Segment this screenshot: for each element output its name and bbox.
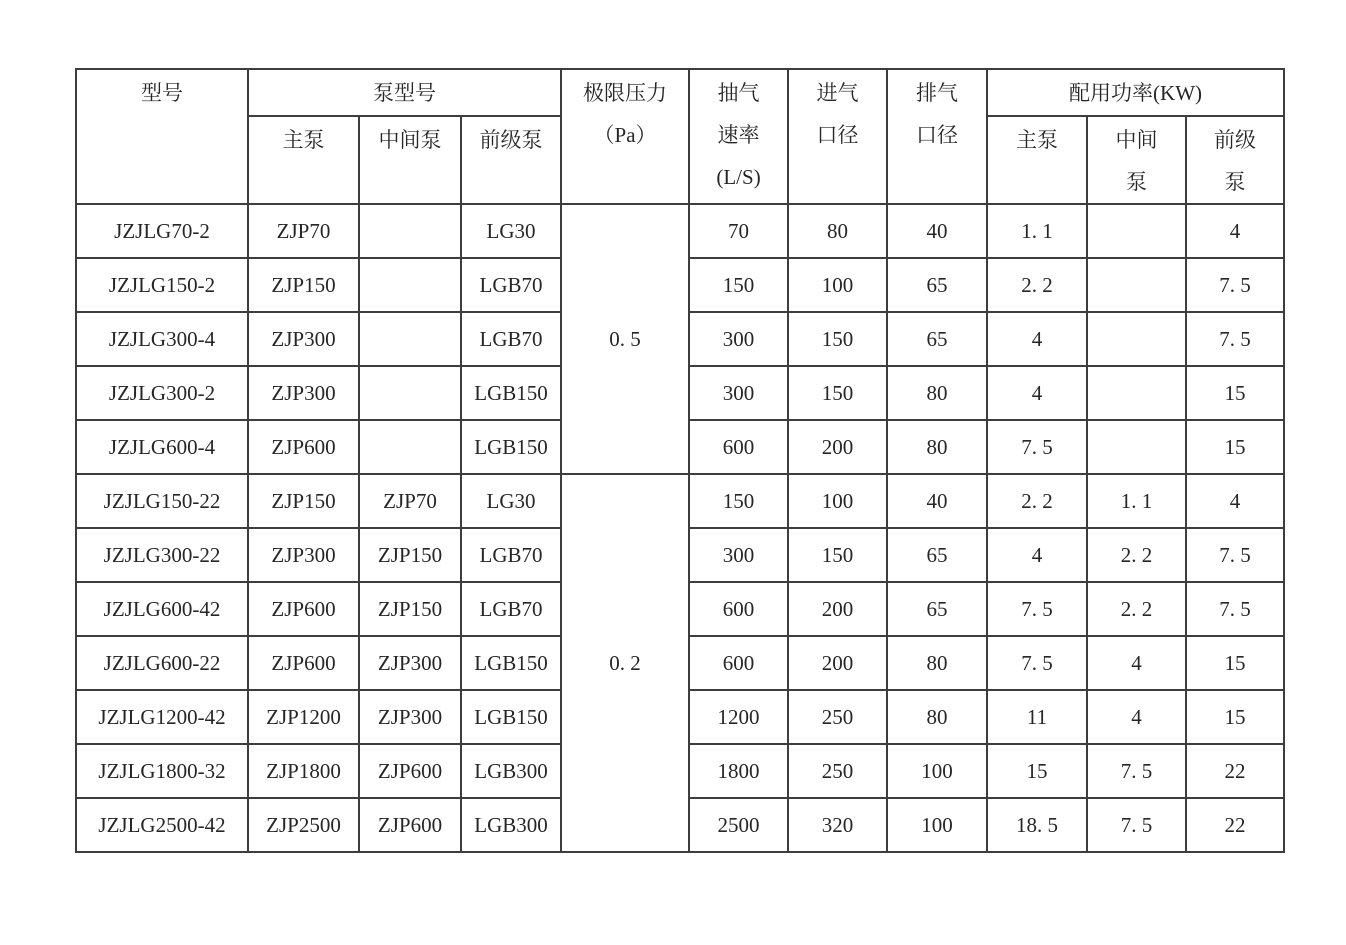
header-limit-pressure bbox=[561, 69, 689, 204]
cell-middle-pump: ZJP600 bbox=[359, 798, 461, 852]
header-outlet-line1: 排气 bbox=[916, 81, 959, 105]
cell-power-middle: 7. 5 bbox=[1087, 744, 1186, 798]
header-pump-speed-line3: (L/S) bbox=[716, 165, 761, 189]
cell-outlet: 80 bbox=[887, 366, 987, 420]
cell-outlet: 65 bbox=[887, 258, 987, 312]
cell-model: JZJLG2500-42 bbox=[76, 798, 248, 852]
cell-power-main: 4 bbox=[987, 366, 1087, 420]
cell-power-main: 15 bbox=[987, 744, 1087, 798]
cell-model: JZJLG600-22 bbox=[76, 636, 248, 690]
cell-power-main: 4 bbox=[987, 528, 1087, 582]
cell-outlet: 80 bbox=[887, 420, 987, 474]
header-outlet-line2: 口径 bbox=[916, 123, 959, 147]
cell-main-pump: ZJP1200 bbox=[248, 690, 359, 744]
cell-power-fore: 7. 5 bbox=[1186, 312, 1284, 366]
cell-main-pump: ZJP600 bbox=[248, 636, 359, 690]
cell-power-main: 2. 2 bbox=[987, 474, 1087, 528]
cell-speed: 150 bbox=[689, 258, 788, 312]
cell-model: JZJLG600-4 bbox=[76, 420, 248, 474]
cell-middle-pump: ZJP300 bbox=[359, 690, 461, 744]
cell-middle-pump bbox=[359, 366, 461, 420]
cell-power-main: 7. 5 bbox=[987, 636, 1087, 690]
cell-model: JZJLG150-2 bbox=[76, 258, 248, 312]
cell-main-pump: ZJP300 bbox=[248, 366, 359, 420]
cell-inlet: 200 bbox=[788, 636, 887, 690]
cell-outlet: 65 bbox=[887, 528, 987, 582]
header-power-fore bbox=[1186, 116, 1284, 204]
cell-outlet: 65 bbox=[887, 582, 987, 636]
header-limit-pressure-line1: 极限压力 bbox=[583, 81, 668, 105]
cell-inlet: 250 bbox=[788, 690, 887, 744]
header-pump-speed-line2: 速率 bbox=[717, 123, 760, 147]
header-pump-speed bbox=[689, 69, 788, 204]
cell-power-fore: 7. 5 bbox=[1186, 582, 1284, 636]
cell-power-main: 18. 5 bbox=[987, 798, 1087, 852]
cell-inlet: 100 bbox=[788, 474, 887, 528]
cell-middle-pump bbox=[359, 204, 461, 258]
cell-power-middle bbox=[1087, 366, 1186, 420]
cell-outlet: 80 bbox=[887, 636, 987, 690]
cell-fore-pump: LGB150 bbox=[461, 636, 561, 690]
header-model: 型号 bbox=[76, 69, 248, 204]
cell-power-fore: 15 bbox=[1186, 690, 1284, 744]
cell-model: JZJLG1800-32 bbox=[76, 744, 248, 798]
header-power-middle-line1: 中间 bbox=[1115, 128, 1158, 152]
cell-power-main: 11 bbox=[987, 690, 1087, 744]
cell-model: JZJLG300-22 bbox=[76, 528, 248, 582]
cell-model: JZJLG300-4 bbox=[76, 312, 248, 366]
cell-power-middle bbox=[1087, 258, 1186, 312]
cell-power-fore: 15 bbox=[1186, 636, 1284, 690]
cell-fore-pump: LG30 bbox=[461, 474, 561, 528]
cell-outlet: 100 bbox=[887, 798, 987, 852]
cell-fore-pump: LGB70 bbox=[461, 258, 561, 312]
table-header-row-1 bbox=[76, 69, 1284, 116]
cell-speed: 600 bbox=[689, 582, 788, 636]
cell-model: JZJLG70-2 bbox=[76, 204, 248, 258]
cell-fore-pump: LGB150 bbox=[461, 366, 561, 420]
cell-power-middle bbox=[1087, 420, 1186, 474]
header-power-middle-line2: 泵 bbox=[1126, 170, 1148, 194]
cell-fore-pump: LGB300 bbox=[461, 744, 561, 798]
cell-power-fore: 22 bbox=[1186, 798, 1284, 852]
table-row bbox=[76, 204, 1284, 258]
cell-fore-pump: LGB150 bbox=[461, 420, 561, 474]
cell-speed: 150 bbox=[689, 474, 788, 528]
cell-power-fore: 7. 5 bbox=[1186, 528, 1284, 582]
header-power: 配用功率(KW) bbox=[987, 69, 1284, 116]
cell-power-middle bbox=[1087, 312, 1186, 366]
cell-speed: 600 bbox=[689, 636, 788, 690]
cell-outlet: 80 bbox=[887, 690, 987, 744]
cell-inlet: 200 bbox=[788, 420, 887, 474]
cell-inlet: 150 bbox=[788, 312, 887, 366]
cell-main-pump: ZJP600 bbox=[248, 420, 359, 474]
cell-speed: 300 bbox=[689, 366, 788, 420]
cell-power-middle: 1. 1 bbox=[1087, 474, 1186, 528]
cell-power-fore: 15 bbox=[1186, 366, 1284, 420]
cell-inlet: 150 bbox=[788, 366, 887, 420]
cell-middle-pump: ZJP300 bbox=[359, 636, 461, 690]
cell-power-fore: 22 bbox=[1186, 744, 1284, 798]
cell-middle-pump: ZJP70 bbox=[359, 474, 461, 528]
cell-limit-pressure: 0. 2 bbox=[561, 474, 689, 852]
cell-main-pump: ZJP600 bbox=[248, 582, 359, 636]
cell-power-fore: 7. 5 bbox=[1186, 258, 1284, 312]
cell-fore-pump: LGB150 bbox=[461, 690, 561, 744]
cell-fore-pump: LGB300 bbox=[461, 798, 561, 852]
header-pump-model: 泵型号 bbox=[248, 69, 561, 116]
cell-middle-pump bbox=[359, 258, 461, 312]
cell-middle-pump: ZJP150 bbox=[359, 582, 461, 636]
cell-main-pump: ZJP150 bbox=[248, 474, 359, 528]
cell-limit-pressure: 0. 5 bbox=[561, 204, 689, 474]
header-inlet-line1: 进气 bbox=[816, 81, 859, 105]
header-inlet-line2: 口径 bbox=[816, 123, 859, 147]
cell-main-pump: ZJP2500 bbox=[248, 798, 359, 852]
cell-power-main: 7. 5 bbox=[987, 420, 1087, 474]
cell-middle-pump: ZJP600 bbox=[359, 744, 461, 798]
cell-power-middle: 2. 2 bbox=[1087, 528, 1186, 582]
cell-inlet: 80 bbox=[788, 204, 887, 258]
cell-speed: 1200 bbox=[689, 690, 788, 744]
pump-spec-table bbox=[75, 68, 1285, 853]
cell-inlet: 100 bbox=[788, 258, 887, 312]
cell-model: JZJLG300-2 bbox=[76, 366, 248, 420]
cell-inlet: 250 bbox=[788, 744, 887, 798]
cell-main-pump: ZJP1800 bbox=[248, 744, 359, 798]
cell-main-pump: ZJP300 bbox=[248, 528, 359, 582]
cell-power-main: 2. 2 bbox=[987, 258, 1087, 312]
cell-model: JZJLG600-42 bbox=[76, 582, 248, 636]
cell-model: JZJLG150-22 bbox=[76, 474, 248, 528]
header-main-pump: 主泵 bbox=[248, 116, 359, 204]
header-power-fore-line2: 泵 bbox=[1224, 170, 1246, 194]
cell-outlet: 100 bbox=[887, 744, 987, 798]
cell-outlet: 40 bbox=[887, 204, 987, 258]
header-fore-pump: 前级泵 bbox=[461, 116, 561, 204]
header-power-main: 主泵 bbox=[987, 116, 1087, 204]
cell-power-fore: 15 bbox=[1186, 420, 1284, 474]
header-limit-pressure-line2: （Pa） bbox=[593, 123, 657, 147]
cell-power-middle bbox=[1087, 204, 1186, 258]
cell-middle-pump: ZJP150 bbox=[359, 528, 461, 582]
cell-main-pump: ZJP300 bbox=[248, 312, 359, 366]
cell-main-pump: ZJP70 bbox=[248, 204, 359, 258]
cell-model: JZJLG1200-42 bbox=[76, 690, 248, 744]
cell-power-middle: 4 bbox=[1087, 636, 1186, 690]
cell-inlet: 320 bbox=[788, 798, 887, 852]
header-inlet bbox=[788, 69, 887, 204]
cell-speed: 600 bbox=[689, 420, 788, 474]
header-power-fore-line1: 前级 bbox=[1214, 128, 1257, 152]
header-outlet bbox=[887, 69, 987, 204]
cell-speed: 2500 bbox=[689, 798, 788, 852]
cell-power-middle: 4 bbox=[1087, 690, 1186, 744]
pump-spec-table-wrap bbox=[75, 68, 1285, 853]
cell-fore-pump: LGB70 bbox=[461, 528, 561, 582]
cell-power-fore: 4 bbox=[1186, 204, 1284, 258]
table-row bbox=[76, 474, 1284, 528]
cell-power-main: 7. 5 bbox=[987, 582, 1087, 636]
cell-outlet: 65 bbox=[887, 312, 987, 366]
cell-power-main: 1. 1 bbox=[987, 204, 1087, 258]
header-power-middle bbox=[1087, 116, 1186, 204]
cell-main-pump: ZJP150 bbox=[248, 258, 359, 312]
cell-inlet: 200 bbox=[788, 582, 887, 636]
cell-middle-pump bbox=[359, 420, 461, 474]
cell-speed: 300 bbox=[689, 312, 788, 366]
cell-fore-pump: LGB70 bbox=[461, 582, 561, 636]
cell-power-main: 4 bbox=[987, 312, 1087, 366]
cell-outlet: 40 bbox=[887, 474, 987, 528]
cell-fore-pump: LG30 bbox=[461, 204, 561, 258]
cell-power-middle: 7. 5 bbox=[1087, 798, 1186, 852]
cell-power-middle: 2. 2 bbox=[1087, 582, 1186, 636]
header-middle-pump: 中间泵 bbox=[359, 116, 461, 204]
cell-fore-pump: LGB70 bbox=[461, 312, 561, 366]
cell-inlet: 150 bbox=[788, 528, 887, 582]
cell-power-fore: 4 bbox=[1186, 474, 1284, 528]
cell-speed: 70 bbox=[689, 204, 788, 258]
cell-middle-pump bbox=[359, 312, 461, 366]
cell-speed: 300 bbox=[689, 528, 788, 582]
cell-speed: 1800 bbox=[689, 744, 788, 798]
header-pump-speed-line1: 抽气 bbox=[717, 81, 760, 105]
